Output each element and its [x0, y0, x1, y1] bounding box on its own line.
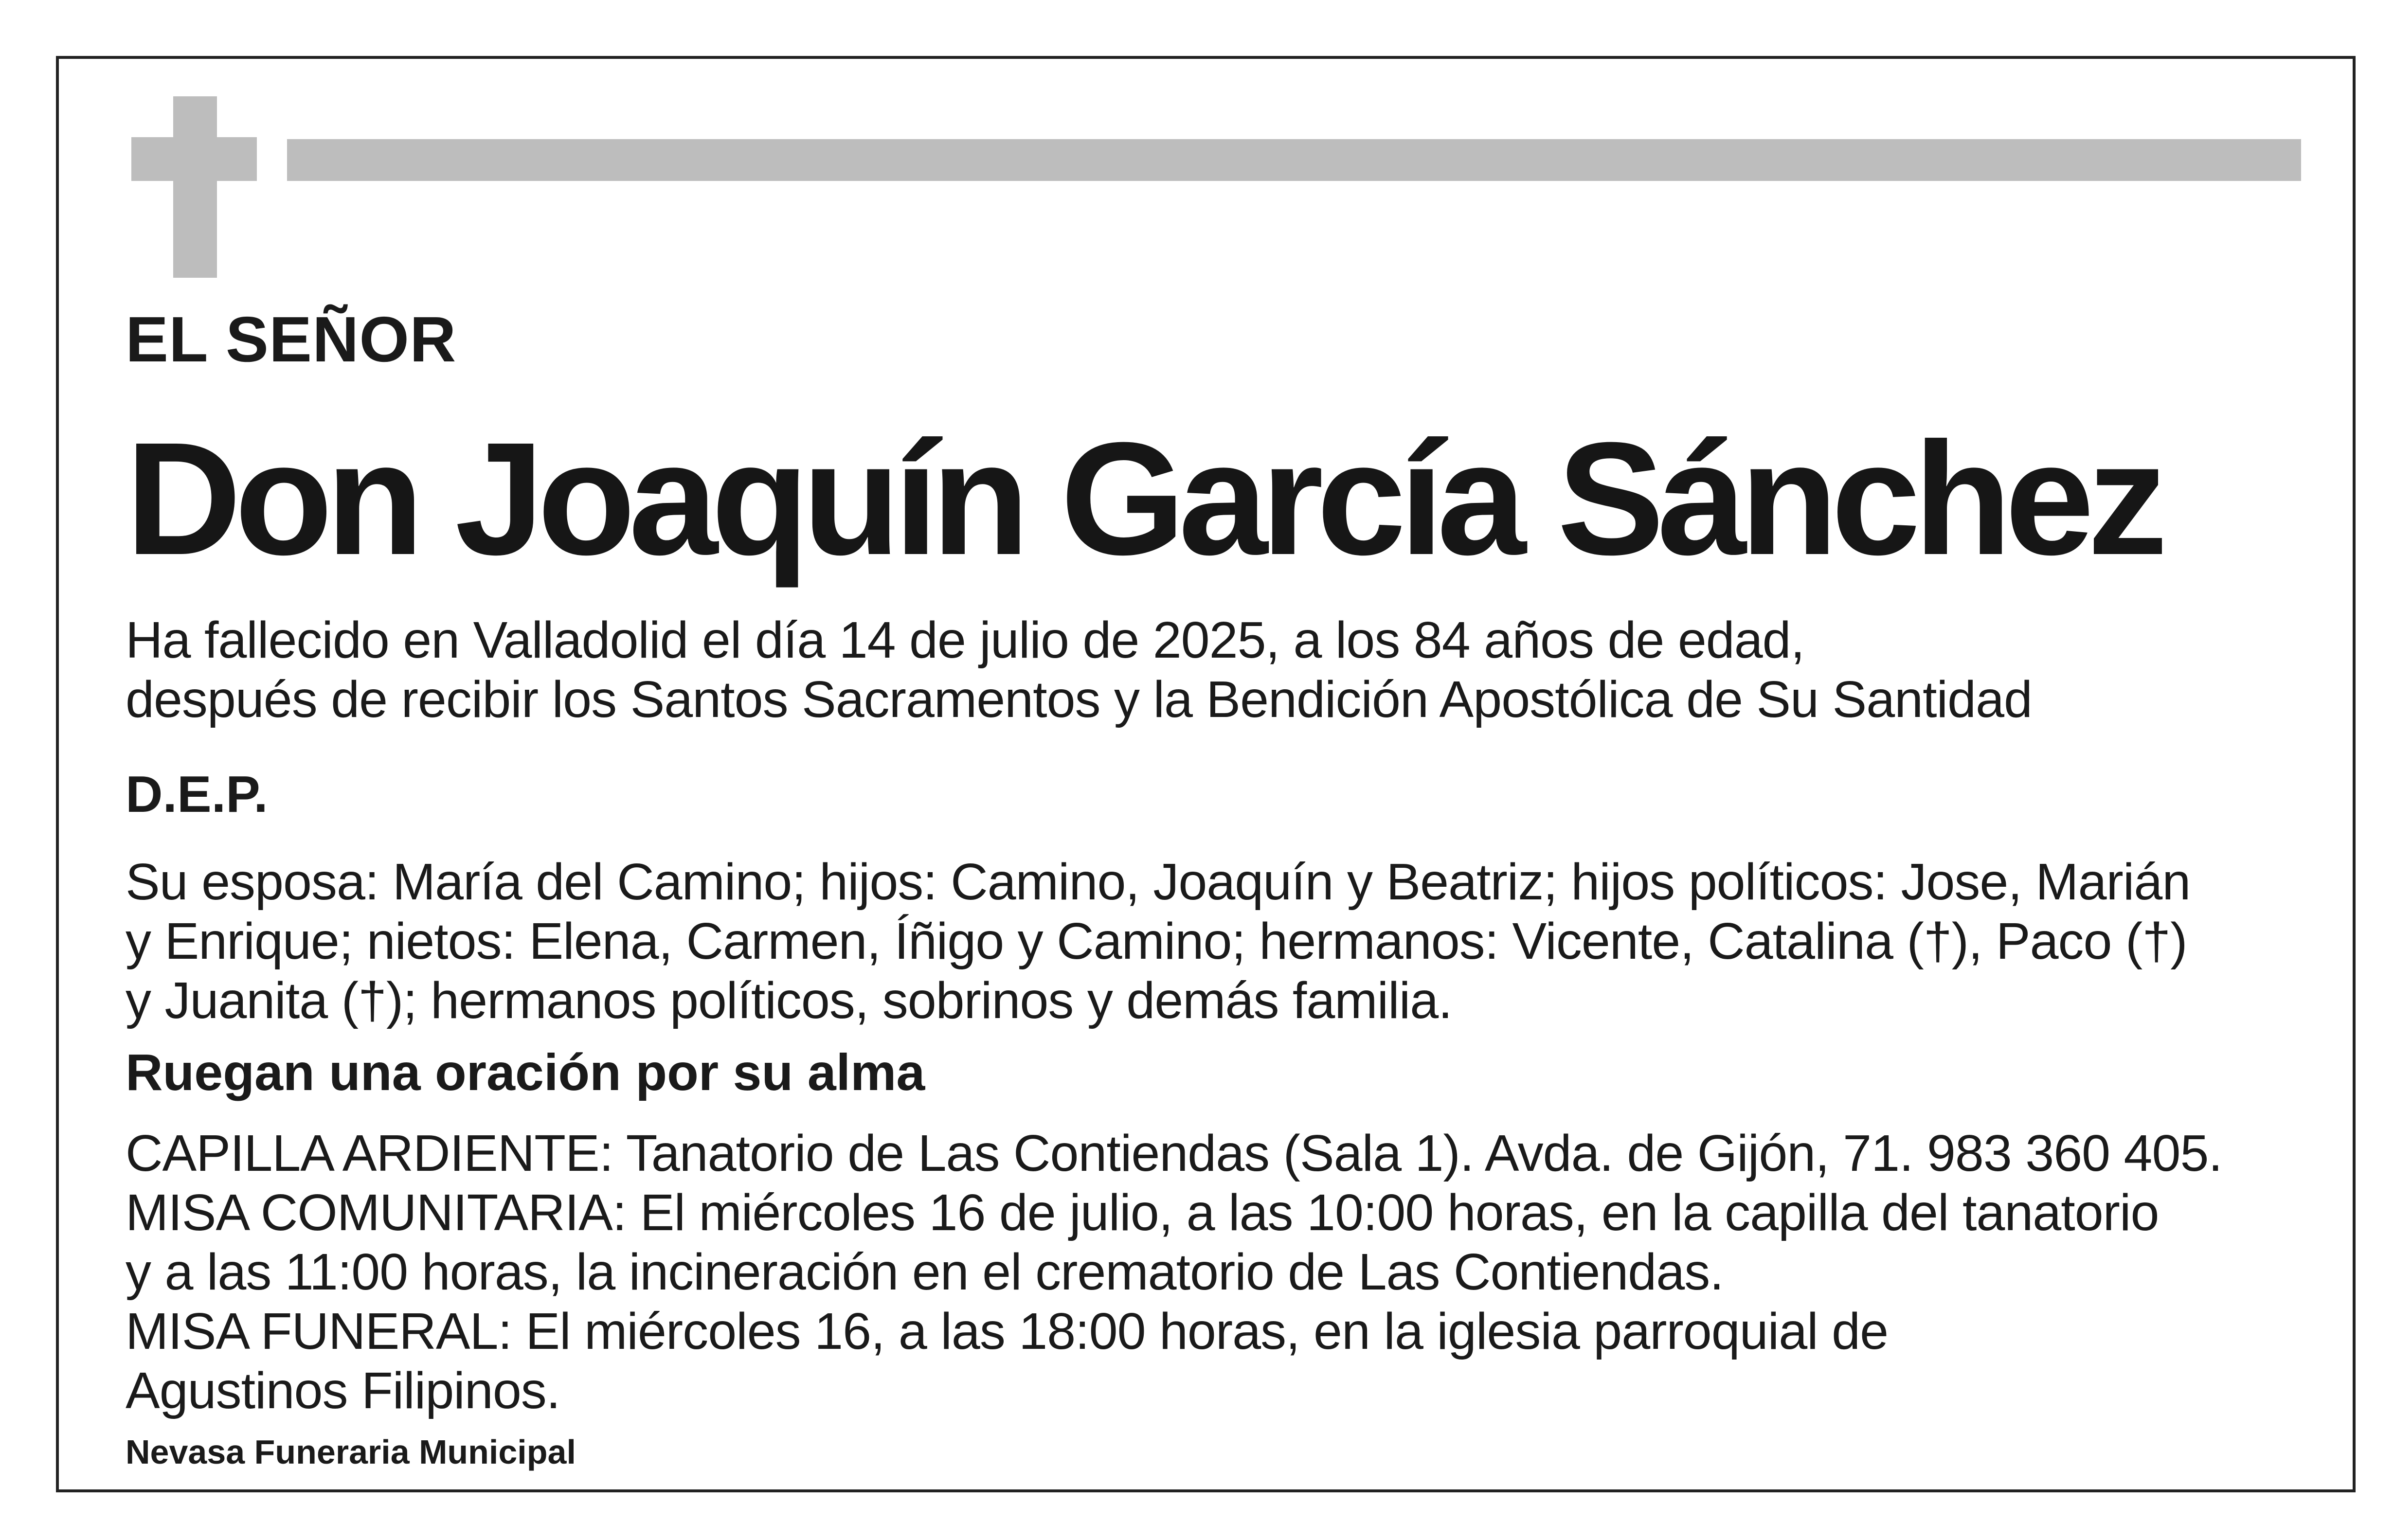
family-list: [126, 852, 2190, 1030]
family-line: y Juanita (†); hermanos políticos, sobrinos y demás familia.: [126, 972, 1452, 1029]
funeral-home-credit: Nevasa Funeraria Municipal: [126, 1433, 576, 1471]
prayer-request: Ruegan una oración por su alma: [126, 1044, 925, 1101]
detail-line: y a las 11:00 horas, la incineración en el crematorio de Las Contiendas.: [126, 1243, 1724, 1301]
family-line: Su esposa: María del Camino; hijos: Camino, Joaquín y Beatriz; hijos políticos: Jose, Marián: [126, 853, 2191, 911]
deceased-name: Don Joaquín García Sánchez: [126, 409, 2161, 588]
family-line: y Enrique; nietos: Elena, Carmen, Íñigo y Camino; hermanos: Vicente, Catalina (†), Paco (†): [126, 913, 2187, 970]
dep-label: D.E.P.: [126, 766, 268, 823]
detail-line: CAPILLA ARDIENTE: Tanatorio de Las Contiendas (Sala 1). Avda. de Gijón, 71. 983 360 405.: [126, 1125, 2222, 1182]
cross-horizontal-bar: [131, 137, 257, 181]
honorific: EL SEÑOR: [126, 304, 457, 375]
cross-vertical-bar: [173, 96, 217, 278]
header-rule: [287, 139, 2301, 181]
detail-line: MISA COMUNITARIA: El miércoles 16 de julio, a las 10:00 horas, en la capilla del tanatorio: [126, 1184, 2159, 1241]
detail-line: Agustinos Filipinos.: [126, 1362, 560, 1419]
death-line: después de recibir los Santos Sacramentos y la Bendición Apostólica de Su Santidad: [126, 671, 2032, 728]
detail-line: MISA FUNERAL: El miércoles 16, a las 18:00 horas, en la iglesia parroquial de: [126, 1303, 1889, 1360]
service-details: [126, 1124, 2222, 1420]
death-line: Ha fallecido en Valladolid el día 14 de julio de 2025, a los 84 años de edad,: [126, 611, 1805, 669]
death-announcement: [126, 610, 2032, 729]
